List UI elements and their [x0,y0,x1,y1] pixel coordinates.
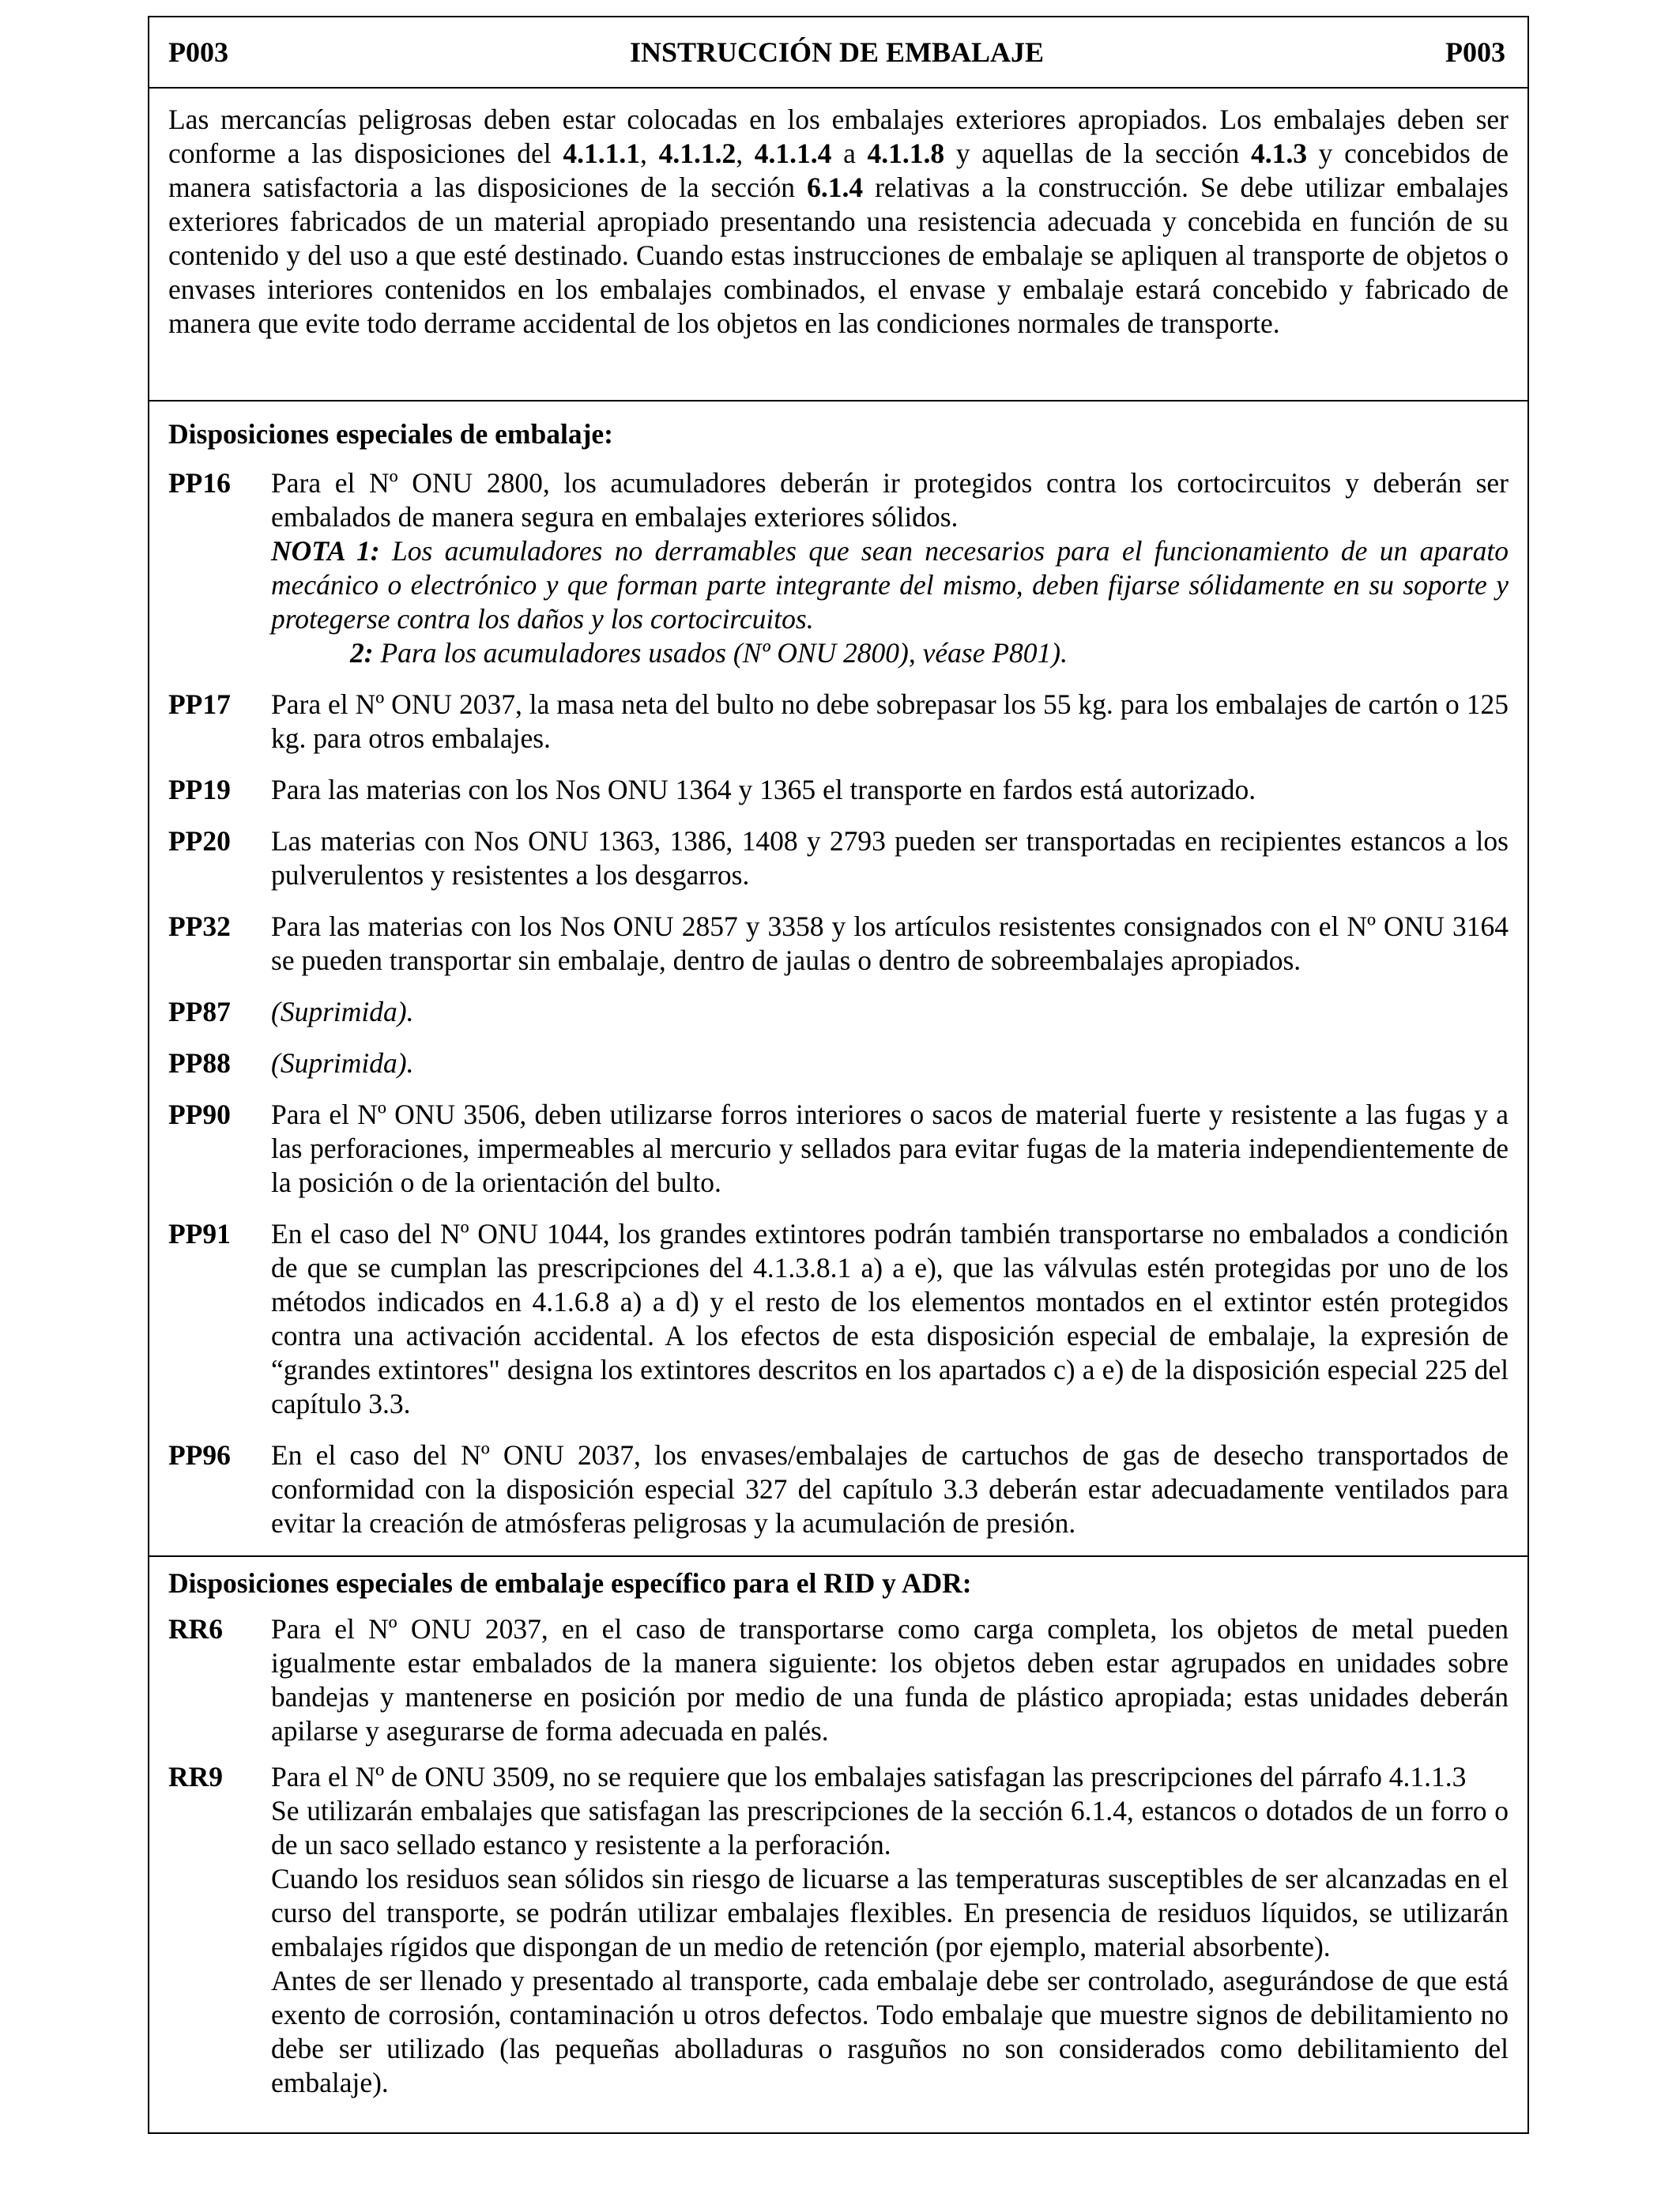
provision-rr9 [168,1760,1509,2100]
provision-text: Para el Nº ONU 2037, en el caso de transportarse como carga completa, los objetos de metal pueden igualmente estar embalados de la manera siguiente: los objetos deben estar agrupados en unidades sobre bandejas y mantenerse en posición por medio de una funda de plástico apropiada; estas unidades deberán apilarse y asegurarse de forma adecuada en palés. [271,1613,1509,1747]
provision-text: Las materias con Nos ONU 1363, 1386, 1408 y 2793 pueden ser transportadas en recipientes estancos a los pulverulentos y resistentes a los desgarros. [271,825,1509,891]
provision-code: PP91 [168,1218,231,1250]
header-title: INSTRUCCIÓN DE EMBALAJE [629,36,1045,68]
note-label: NOTA 1: [271,535,380,567]
note-text: Los acumuladores no derramables que sean necesarios para el funcionamiento de un aparato mecánico o electrónico y que forman parte integrante del mismo, deben fijarse sólidamente en su soporte y protegerse contra los daños y los cortocircuitos. [271,535,1509,635]
provision-pp96 [168,1438,1509,1540]
provision-pp32 [168,910,1509,978]
provision-paragraph: Se utilizarán embalajes que satisfagan las prescripciones de la sección 6.1.4, estancos o dotados de un forro o de un saco sellado estanco y resistente a la perforación. [271,1795,1509,1860]
ref-6-1-4: 6.1.4 [807,172,864,203]
provision-code: PP88 [168,1047,231,1079]
note-text: Para los acumuladores usados (Nº ONU 2800), véase P801). [373,637,1068,669]
provision-text: Para las materias con los Nos ONU 2857 y 3358 y los artículos resistentes consignados con el Nº ONU 3164 se pueden transportar sin embalaje, dentro de jaulas o dentro de sobreembalajes apropiados. [271,910,1509,976]
rid-adr-provisions-section [149,1555,1527,2132]
ref-4-1-1-2: 4.1.1.2 [658,138,736,169]
header-code-left: P003 [168,36,228,68]
provision-pp17 [168,688,1509,756]
provision-code: PP32 [168,910,231,942]
provision-pp87 [168,995,1509,1029]
table-header [149,17,1527,87]
ref-4-1-1-8: 4.1.1.8 [867,138,945,169]
provision-code: PP20 [168,825,231,857]
ref-4-1-3: 4.1.3 [1250,138,1307,169]
intro-text: , [639,138,659,169]
provision-code: PP90 [168,1099,231,1130]
provision-text: (Suprimida). [271,996,414,1027]
special-provisions-section [149,400,1527,1555]
intro-text: y concebidos de manera satisfactoria a las disposiciones de la sección [168,138,1509,203]
packing-instruction-table [148,16,1529,2134]
provision-pp90 [168,1098,1509,1200]
provision-text: En el caso del Nº ONU 2037, los envases/embalajes de cartuchos de gas de desecho transportados de conformidad con la disposición especial 327 del capítulo 3.3 deberán estar adecuadamente ventilados para evitar la creación de atmósferas peligrosas y la acumulación de presión. [271,1439,1509,1539]
provision-code: PP96 [168,1439,231,1471]
provision-text: Para el Nº ONU 2037, la masa neta del bulto no debe sobrepasar los 55 kg. para los embalajes de cartón o 125 kg. para otros embalajes. [271,688,1509,754]
intro-text: Las mercancías peligrosas deben estar colocadas en los embalajes exteriores apropiados. Los embalajes deben ser conforme a las disposiciones del [168,104,1509,169]
note-2 [271,636,1509,670]
provision-code: PP16 [168,467,231,499]
provision-text: Para el Nº ONU 2800, los acumuladores deberán ir protegidos contra los cortocircuitos y deberán ser embalados de manera segura en embalajes exteriores sólidos. [271,467,1509,533]
note-1 [271,534,1509,636]
provision-code: PP17 [168,688,231,720]
provision-code: RR9 [168,1761,224,1793]
intro-text: y aquellas de la sección [944,138,1251,169]
note-label: 2: [350,637,374,669]
provision-code: RR6 [168,1613,224,1645]
provision-pp20 [168,824,1509,892]
provision-pp16 [168,466,1509,670]
ref-4-1-1-4: 4.1.1.4 [754,138,832,169]
provision-pp19 [168,773,1509,807]
header-code-right: P003 [1445,36,1505,68]
intro-text: relativas a la construcción. Se debe utilizar embalajes exteriores fabricados de un material apropiado presentando una resistencia adecuada y concebida en función de su contenido y del uso a que esté destinado. Cuando estas instrucciones de embalaje se apliquen al transporte de objetos o envases interiores contenidos en los embalajes combinados, el envase y embalaje estará concebido y fabricado de manera que evite todo derrame accidental de los objetos en las condiciones normales de transporte. [168,172,1509,339]
provision-pp91 [168,1217,1509,1421]
intro-section [149,87,1527,400]
section-title: Disposiciones especiales de embalaje específico para el RID y ADR: [168,1567,972,1599]
provision-text: Para las materias con los Nos ONU 1364 y 1365 el transporte en fardos está autorizado. [271,774,1256,805]
provision-paragraph: Cuando los residuos sean sólidos sin riesgo de licuarse a las temperaturas susceptibles de ser alcanzadas en el curso del transporte, se podrán utilizar embalajes flexibles. En presencia de residuos líquidos, se utilizarán embalajes rígidos que dispongan de un medio de retención (por ejemplo, material absorbente). [271,1863,1509,1962]
section-title: Disposiciones especiales de embalaje: [168,418,614,450]
provision-text: En el caso del Nº ONU 1044, los grandes extintores podrán también transportarse no embalados a condición de que se cumplan las prescripciones del 4.1.3.8.1 a) a e), que las válvulas estén protegidas por uno de los métodos indicados en 4.1.6.8 a) a d) y el resto de los elementos montados en el extintor estén protegidos contra una activación accidental. A los efectos de esta disposición especial de embalaje, la expresión de “grandes extintores" designa los extintores descritos en los apartados c) a e) de la disposición especial 225 del capítulo 3.3. [271,1218,1509,1419]
provision-code: PP87 [168,996,231,1027]
intro-text: , [736,138,755,169]
ref-4-1-1-1: 4.1.1.1 [563,138,640,169]
provision-paragraph: Para el Nº de ONU 3509, no se requiere que los embalajes satisfagan las prescripciones del párrafo 4.1.1.3 [271,1761,1467,1793]
provision-text: (Suprimida). [271,1047,414,1079]
provision-code: PP19 [168,774,231,805]
provision-pp88 [168,1046,1509,1080]
intro-text: a [831,138,868,169]
provision-text: Para el Nº ONU 3506, deben utilizarse forros interiores o sacos de material fuerte y resistente a las fugas y a las perforaciones, impermeables al mercurio y sellados para evitar fugas de la materia independientemente de la posición o de la orientación del bulto. [271,1099,1509,1198]
provision-rr6 [168,1612,1509,1748]
provision-paragraph: Antes de ser llenado y presentado al transporte, cada embalaje debe ser controlado, asegurándose de que está exento de corrosión, contaminación u otros defectos. Todo embalaje que muestre signos de debilitamiento no debe ser utilizado (las pequeñas abolladuras o rasguños no son considerados como debilitamiento del embalaje). [271,1965,1509,2098]
